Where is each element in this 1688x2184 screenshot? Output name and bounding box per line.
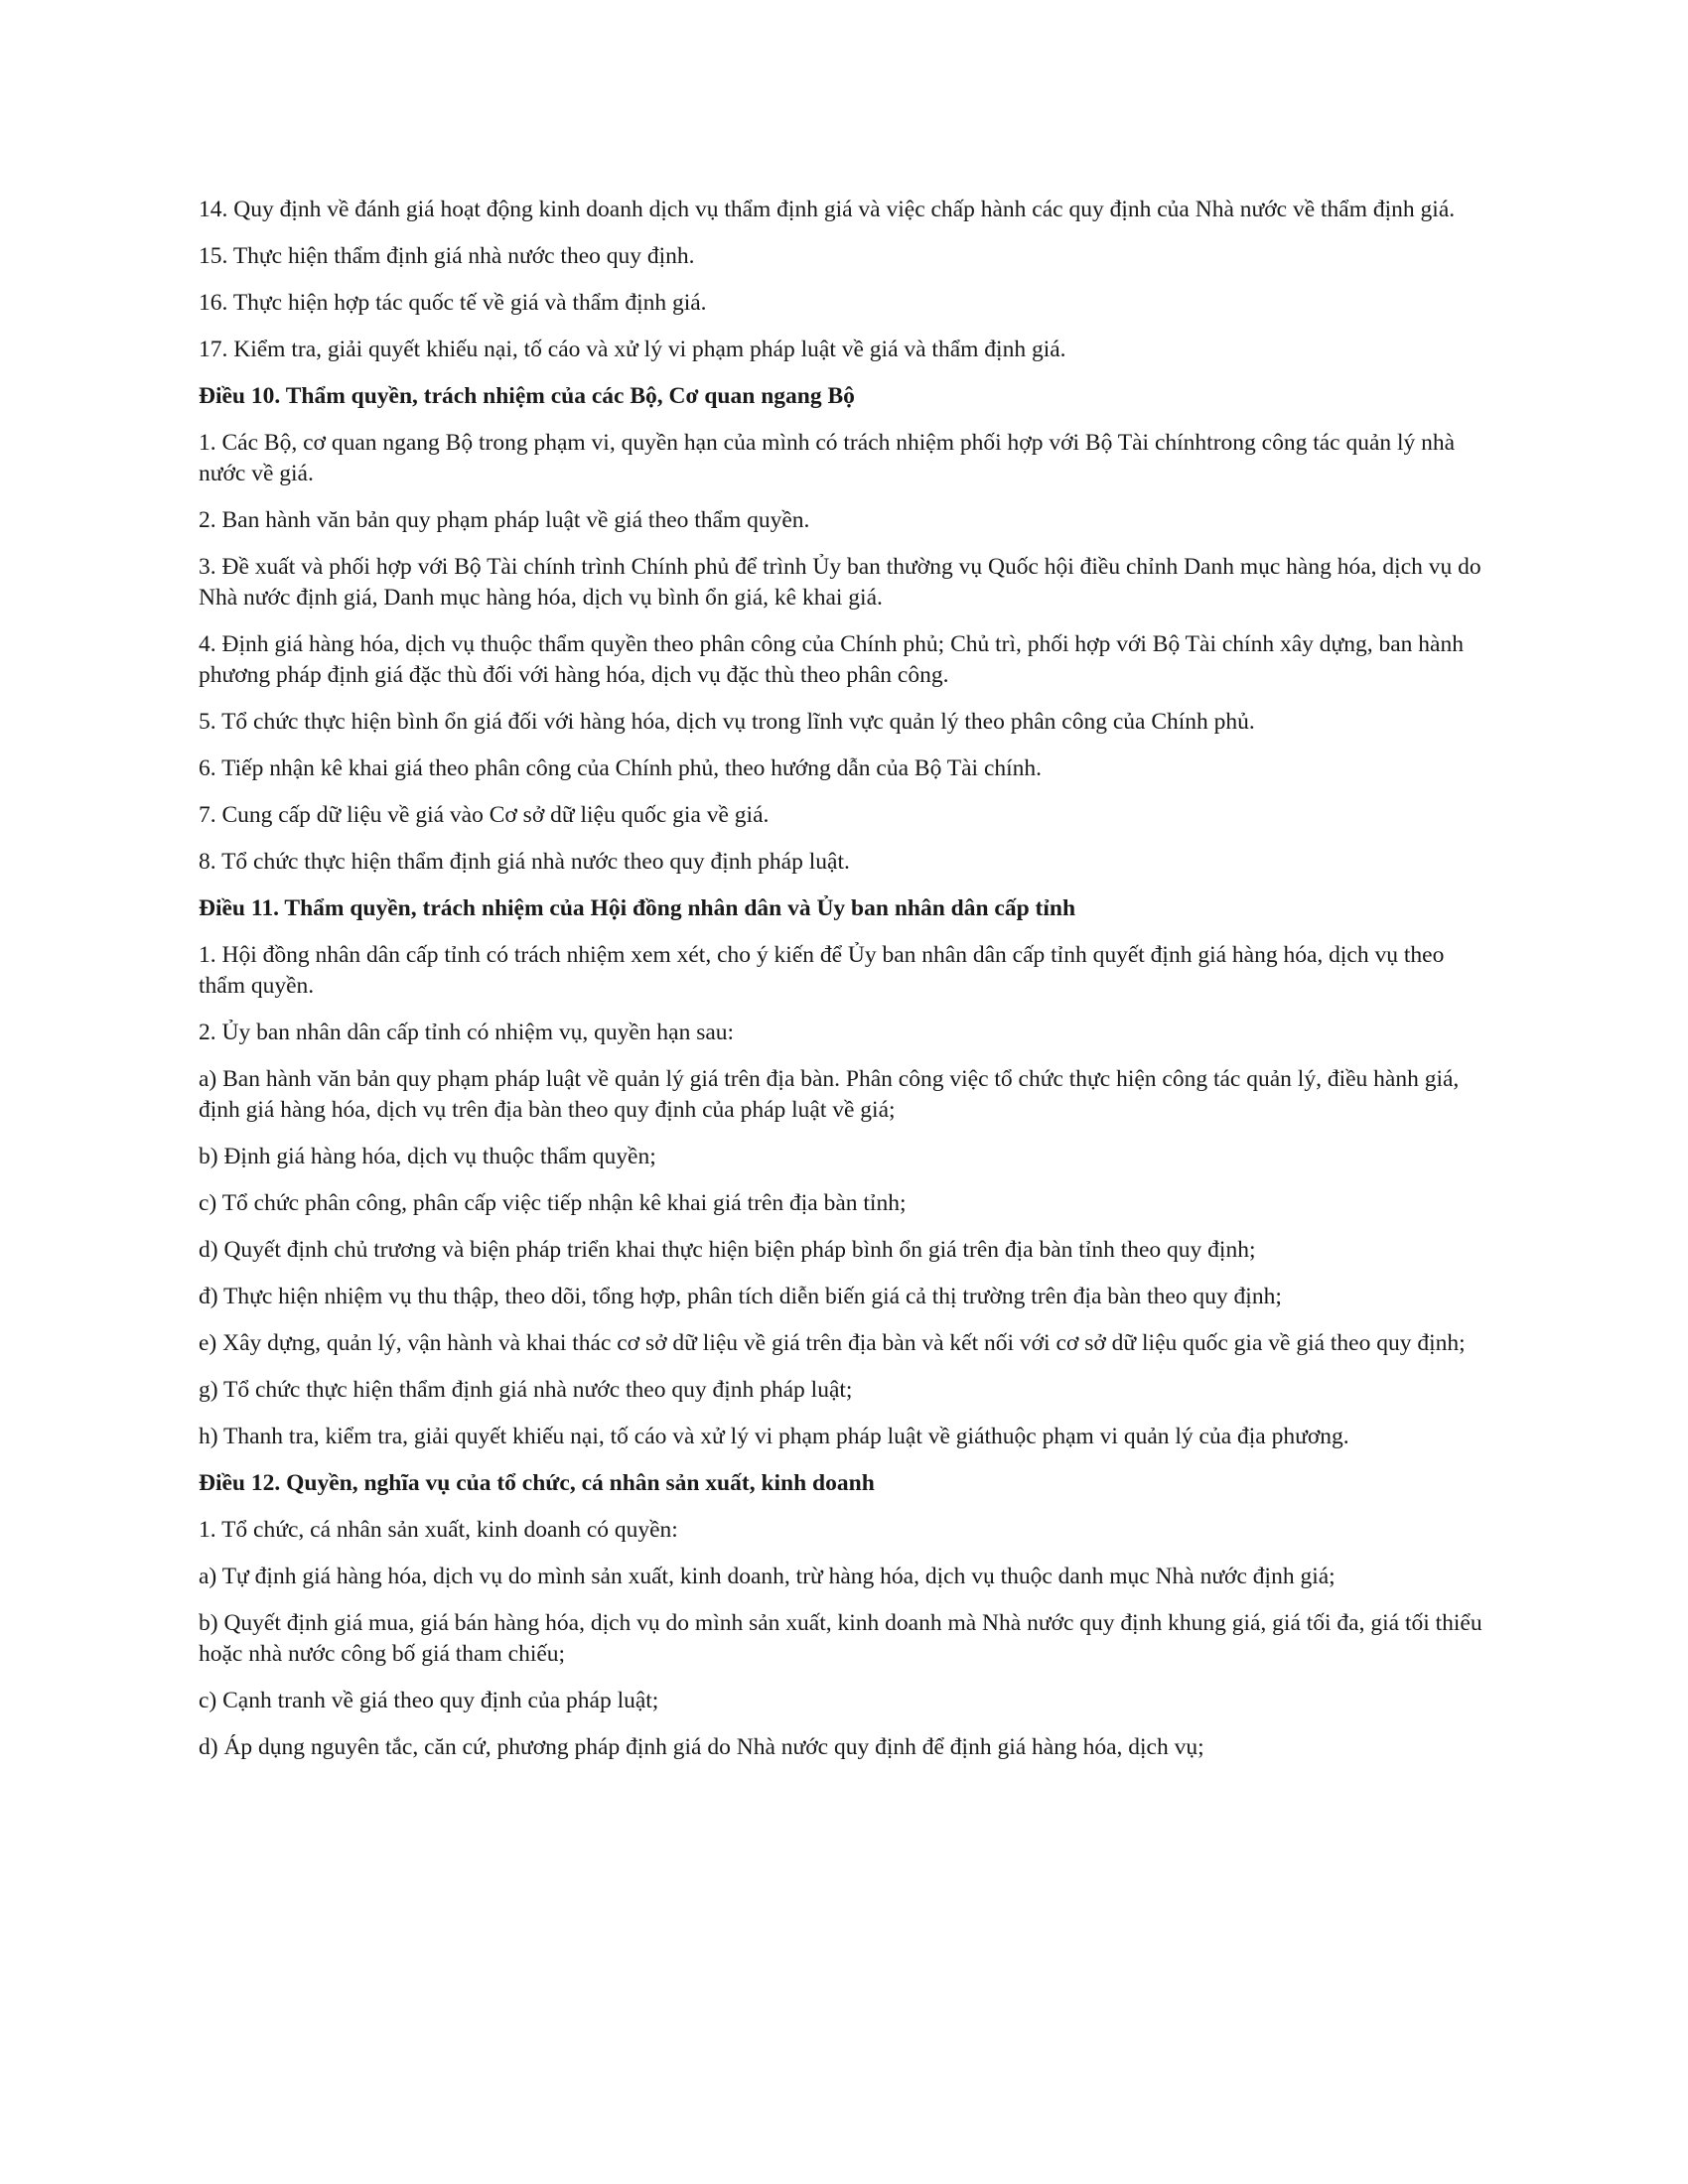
clause-paragraph: 17. Kiểm tra, giải quyết khiếu nại, tố cáo và xử lý vi phạm pháp luật về giá và thẩm định giá.: [199, 337, 1066, 362]
article-heading: Điều 10. Thẩm quyền, trách nhiệm của các Bộ, Cơ quan ngang Bộ: [199, 383, 855, 409]
clause-paragraph: 15. Thực hiện thẩm định giá nhà nước theo quy định.: [199, 243, 695, 269]
clause-paragraph: 1. Hội đồng nhân dân cấp tỉnh có trách nhiệm xem xét, cho ý kiến để Ủy ban nhân dân cấp tỉnh quyết định giá hàng hóa, dịch vụ theo thẩm quyền.: [199, 942, 1445, 999]
clause-paragraph: c) Cạnh tranh về giá theo quy định của pháp luật;: [199, 1688, 659, 1713]
clause-paragraph: c) Tổ chức phân công, phân cấp việc tiếp nhận kê khai giá trên địa bàn tỉnh;: [199, 1190, 907, 1216]
clause-paragraph: 7. Cung cấp dữ liệu về giá vào Cơ sở dữ liệu quốc gia về giá.: [199, 802, 770, 828]
clause-paragraph: 8. Tổ chức thực hiện thẩm định giá nhà nước theo quy định pháp luật.: [199, 849, 850, 875]
clause-paragraph: 2. Ban hành văn bản quy phạm pháp luật về giá theo thẩm quyền.: [199, 507, 810, 533]
document-section: [199, 195, 1489, 365]
clause-paragraph: b) Định giá hàng hóa, dịch vụ thuộc thẩm quyền;: [199, 1144, 656, 1169]
clause-paragraph: 4. Định giá hàng hóa, dịch vụ thuộc thẩm quyền theo phân công của Chính phủ; Chủ trì, phối hợp với Bộ Tài chính xây dựng, ban hành phương pháp định giá đặc thù đối với hàng hóa, dịch vụ đặc thù theo phân công.: [199, 631, 1464, 688]
clause-paragraph: 14. Quy định về đánh giá hoạt động kinh doanh dịch vụ thẩm định giá và việc chấp hành các quy định của Nhà nước về thẩm định giá.: [199, 197, 1456, 222]
clause-paragraph: đ) Thực hiện nhiệm vụ thu thập, theo dõi, tổng hợp, phân tích diễn biến giá cả thị trường trên địa bàn theo quy định;: [199, 1284, 1282, 1309]
article-heading: Điều 12. Quyền, nghĩa vụ của tổ chức, cá nhân sản xuất, kinh doanh: [199, 1470, 875, 1496]
clause-paragraph: a) Ban hành văn bản quy phạm pháp luật về quản lý giá trên địa bàn. Phân công việc tổ chức thực hiện công tác quản lý, điều hành giá, định giá hàng hóa, dịch vụ trên địa bàn theo quy định của pháp luật về giá;: [199, 1066, 1460, 1123]
clause-paragraph: d) Áp dụng nguyên tắc, căn cứ, phương pháp định giá do Nhà nước quy định để định giá hàng hóa, dịch vụ;: [199, 1734, 1204, 1760]
clause-paragraph: 1. Các Bộ, cơ quan ngang Bộ trong phạm vi, quyền hạn của mình có trách nhiệm phối hợp với Bộ Tài chínhtrong công tác quản lý nhà nước về giá.: [199, 430, 1456, 486]
document-page: [199, 195, 1489, 1779]
clause-paragraph: 2. Ủy ban nhân dân cấp tỉnh có nhiệm vụ, quyền hạn sau:: [199, 1020, 735, 1045]
clause-paragraph: h) Thanh tra, kiểm tra, giải quyết khiếu nại, tố cáo và xử lý vi phạm pháp luật về giáthuộc phạm vi quản lý của địa phương.: [199, 1424, 1349, 1449]
clause-paragraph: 5. Tổ chức thực hiện bình ổn giá đối với hàng hóa, dịch vụ trong lĩnh vực quản lý theo phân công của Chính phủ.: [199, 709, 1255, 735]
clause-paragraph: d) Quyết định chủ trương và biện pháp triển khai thực hiện biện pháp bình ổn giá trên địa bàn tỉnh theo quy định;: [199, 1237, 1256, 1263]
clause-paragraph: a) Tự định giá hàng hóa, dịch vụ do mình sản xuất, kinh doanh, trừ hàng hóa, dịch vụ thuộc danh mục Nhà nước định giá;: [199, 1564, 1336, 1589]
document-section: [199, 1468, 1489, 1763]
clause-paragraph: g) Tổ chức thực hiện thẩm định giá nhà nước theo quy định pháp luật;: [199, 1377, 853, 1403]
article-heading: Điều 11. Thẩm quyền, trách nhiệm của Hội đồng nhân dân và Ủy ban nhân dân cấp tỉnh: [199, 895, 1076, 921]
clause-paragraph: 6. Tiếp nhận kê khai giá theo phân công của Chính phủ, theo hướng dẫn của Bộ Tài chính.: [199, 755, 1043, 781]
clause-paragraph: 16. Thực hiện hợp tác quốc tế về giá và thẩm định giá.: [199, 290, 707, 316]
document-section: [199, 893, 1489, 1452]
clause-paragraph: e) Xây dựng, quản lý, vận hành và khai thác cơ sở dữ liệu về giá trên địa bàn và kết nối với cơ sở dữ liệu quốc gia về giá theo quy định;: [199, 1330, 1466, 1356]
document-section: [199, 381, 1489, 878]
clause-paragraph: 3. Đề xuất và phối hợp với Bộ Tài chính trình Chính phủ để trình Ủy ban thường vụ Quốc hội điều chỉnh Danh mục hàng hóa, dịch vụ do Nhà nước định giá, Danh mục hàng hóa, dịch vụ bình ổn giá, kê khai giá.: [199, 554, 1481, 611]
clause-paragraph: b) Quyết định giá mua, giá bán hàng hóa, dịch vụ do mình sản xuất, kinh doanh mà Nhà nước quy định khung giá, giá tối đa, giá tối thiểu hoặc nhà nước công bố giá tham chiếu;: [199, 1610, 1482, 1667]
clause-paragraph: 1. Tổ chức, cá nhân sản xuất, kinh doanh có quyền:: [199, 1517, 678, 1543]
